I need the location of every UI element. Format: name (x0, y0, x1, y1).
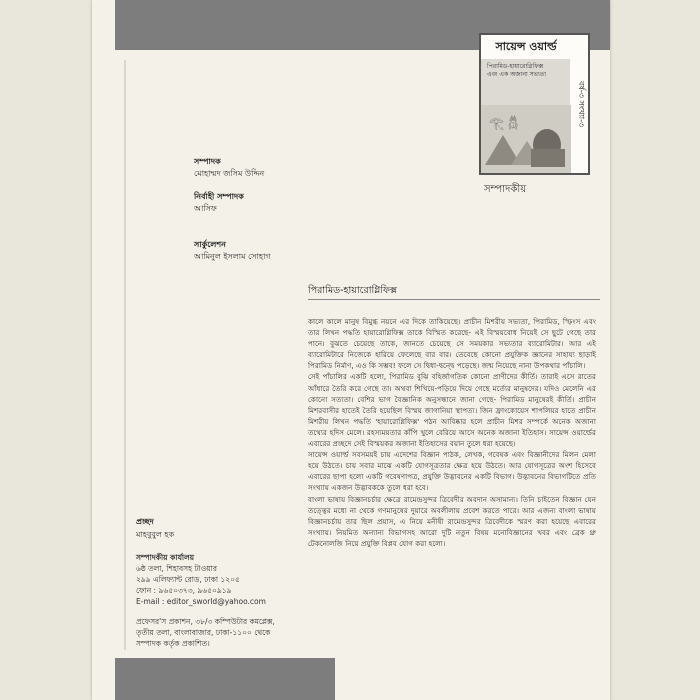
publisher-line2: তৃতীয় তলা, বাংলাবাজার, ঢাকা-১১০০ থেকে (136, 628, 271, 637)
article-paragraph: সেই পাঁচালির একটি হলো, পিরামিড বুঝি বহির্জাগতিক কোনো প্রাণীদের কীর্তি। তারাই এসে রাতের আঁধারে তৈরি করে গেছে তা। অথবা শিখিয়ে-পড়িয়ে দিয়ে গেছে মর্ত্যের মানুষদের। যদিও মেলেনি এর কোনো সত্যতা। বেশির ভাগ বৈজ্ঞানিক অনুসন্ধানে জানা গেছে- পিরামিড মানুষেরই কীর্তি। প্রাচীন মিশরবাসীর হাতেই তৈরি হয়েছিল বিস্ময় জাগানিয়া স্থাপত্য। জিন ফ্রাংকোয়েস শাপলিয়র হাতে প্রাচীন মিশরীয় লিখন পদ্ধতি 'হায়ারোগ্লিফিক্স' পঠন আবিষ্কার হলে প্রাচীন মিশর সম্পর্কে অনেক অজানা তথ্যের হদিস মেলে। রহস্যময়তার কাঁপি খুলে বেরিয়ে আসে অনেক অজানা ইতিহাস। সায়েন্স ওয়ার্ল্ডের এবারের প্রচ্ছদে সেই বিস্ময়কর অজানা ইতিহাসের বয়ান তুলে ধরা হয়েছে। (308, 372, 596, 449)
article-body (308, 316, 596, 549)
article-title: পিরামিড-হায়ারোগ্লিফিক্স (308, 285, 397, 296)
cover-thumbnail (479, 33, 590, 175)
office-phone: ফোন : ৯৬৫০৩৭৩, ৯৬৫০৯১৯ (136, 586, 232, 595)
credit-role-executive-editor: নির্বাহী সম্পাদক (194, 192, 244, 201)
cover-side-text: বর্ষ-৩ সংখ্যা-৩ (570, 35, 588, 173)
cover-subtitle (487, 63, 569, 79)
publisher-line3: সম্পাদক কর্তৃক প্রকাশিত। (136, 639, 210, 648)
cover-title: সায়েন্স ওয়ার্ল্ড (481, 35, 571, 59)
credit-name-cover: মাহবুবুল হক (136, 530, 175, 539)
credit-role-cover: প্রচ্ছদ (136, 517, 154, 526)
footer-band (115, 658, 335, 700)
sphinx-illustration (481, 105, 571, 173)
credit-role-editor: সম্পাদক (194, 157, 221, 166)
office-email[interactable]: E-mail : editor_sworld@yahoo.com (136, 597, 266, 606)
cover-subtitle-line1: পিরামিড-হায়ারোগ্লিফিক্স (487, 63, 544, 70)
cover-subtitle-line2: এবং এক অজানা সভ্যতা (487, 71, 547, 78)
publisher-line1: প্রফেসর'স প্রকাশন, ৩৮/৩ কম্পিউটার কমপ্লেক্স, (136, 617, 275, 626)
credit-name-editor: মোহাম্মদ জসিম উদ্দিন (194, 169, 265, 178)
article-paragraph: কালে কালে মানুষ বিমুগ্ধ নয়নে এর দিকে তাকিয়েছে। প্রাচীন মিশরীয় সভ্যতা, পিরামিড, স্ফিংস এবং তার লিখন পদ্ধতি হায়ারোগ্লিফিক্স তাকে বিস্মিত করেছে- এই বিস্ময়বোধ নিয়েই সে ছুটে গেছে তার পানে। বুঝতে চেয়েছে তাকে, জানতে চেয়েছে সে সময়কার সভ্যতার ব্যারোমিটার। আর এই ব্যারোমিটারে নিজেকে হারিয়ে ফেলেছে বার বার। তেবেছে কোনো প্রযুক্তিক জ্ঞানের সাহায্য ছাড়াই পিরামিড নির্মাণ, এও কি সম্ভব! ফলে সে দ্বিধা-দ্বন্দ্বে পড়েছে। জন্ম নিয়েছে নানা উপকথার পাঁচালি। (308, 317, 596, 371)
article-paragraph: বাংলা ভাষায় বিজ্ঞানচর্চার ক্ষেত্রে রামেন্দ্রসুন্দর ত্রিবেদীর অবদান অসামান্য। তিনি চাইতেন বিজ্ঞান যেন তত্ত্বের মধ্যে না থেকে গণমানুষের দুয়ারে অবলীলায় প্রবেশ করতে পারে। আর এজন্য বাংলা ভাষায় বিজ্ঞানচর্চায় তার ছিল প্রয়াস, এ নিয়ে মনীষী রামেন্দ্রসুন্দর ত্রিবেদীকে স্মরণ করা হয়েছে এবারের সংখ্যায়। নিয়মিত অন্যান্য বিভাগসহ আরো দুটি নতুন বিষয় মনোবিজ্ঞানের খবর এবং ব্রেক থ্রু টেকনোলজি নিয়ে প্রযুক্তি বিপ্লব যোগ করা হলো। (308, 494, 596, 548)
office-address-line1: ৬ষ্ঠ তলা, শিহাবসহ টাওয়ার (136, 564, 217, 573)
editorial-heading: সম্পাদকীয় (484, 184, 527, 195)
article-title-rule (308, 299, 600, 300)
article-paragraph: সায়েন্স ওয়ার্ল্ড সবসময়ই চায় এদেশের বিজ্ঞান পাঠক, লেখক, গবেষক এবং বিজ্ঞানীদের মিলন মেলা হয়ে উঠতে। চায় সবার মাঝে একটি যোগসূত্রতার ক্ষেত্র হয়ে উঠতে। আর যোগসূত্রের অংশ হিসেবে এবারের ছাপা হলো একটি গবেষণাপত্র, প্রযুক্তি উদ্ভাবনের একটি বিভাগ। উদ্ভাবনের বিভাগটিতে প্রতি সংখ্যায় একজন উদ্ভাবককে তুলে ধরা হবে। (308, 450, 596, 493)
credit-role-circulation: সার্কুলেশন (194, 240, 226, 249)
column-rule (124, 60, 126, 650)
office-heading: সম্পাদকীয় কার্যালয় (136, 553, 195, 562)
svg-text:𓂀 𓆣: 𓂀 𓆣 (489, 116, 519, 130)
credit-name-executive-editor: আসিফ (194, 204, 217, 213)
credit-name-circulation: আমিনুল ইসলাম সোহাগ (194, 252, 271, 261)
office-address-line2: ২৯৯ এলিফ্যান্ট রোড, ঢাকা ১২০৫ (136, 575, 240, 584)
